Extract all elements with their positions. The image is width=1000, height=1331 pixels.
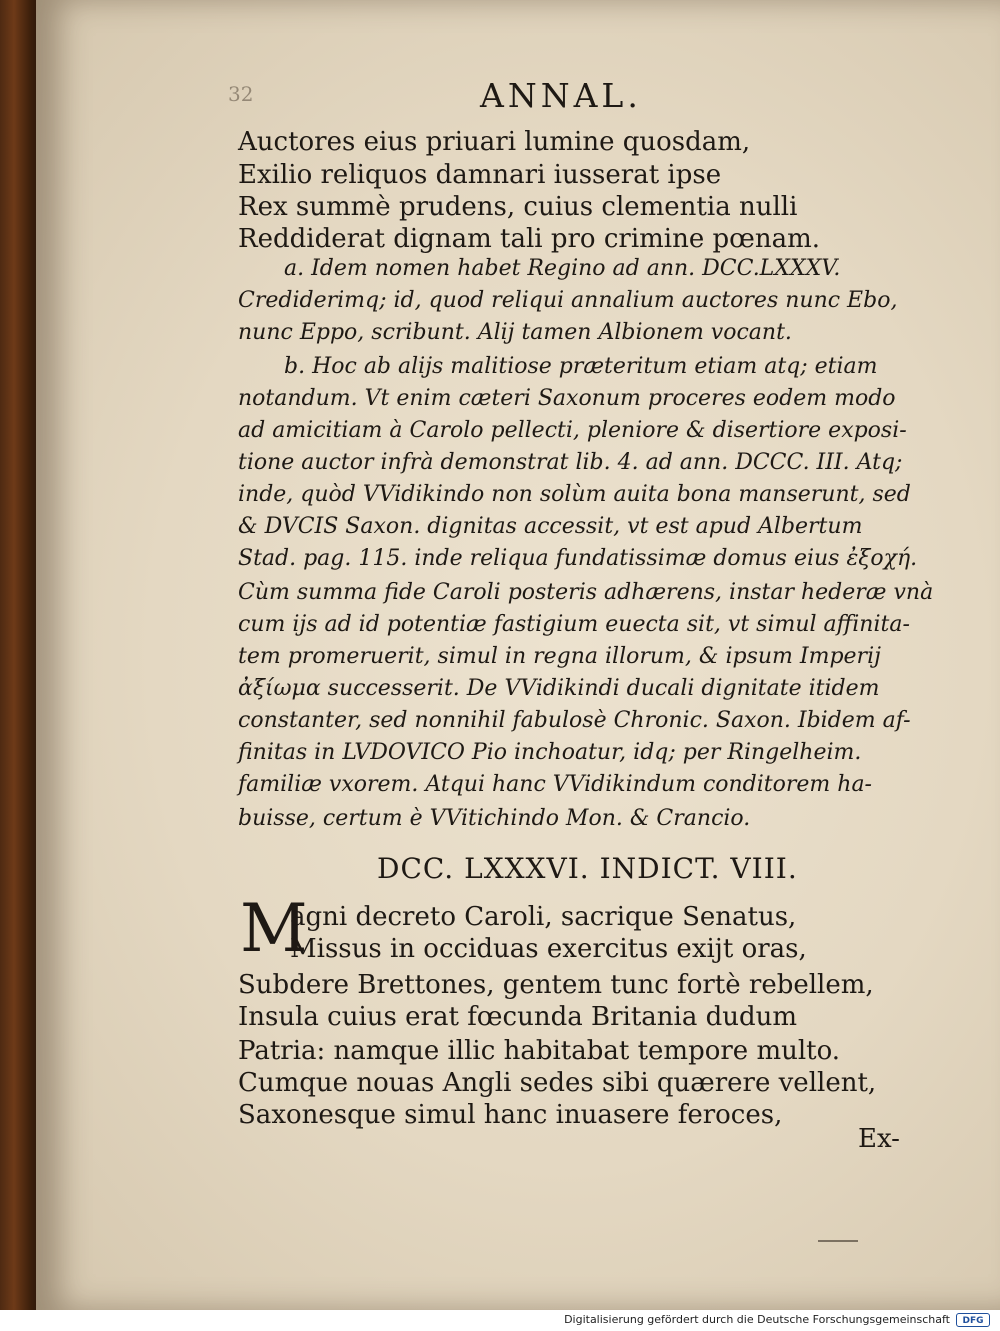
verse-line: Subdere Brettones, gentem tunc fortè rebellem, <box>238 970 874 1000</box>
digitization-credit: Digitalisierung gefördert durch die Deutsche Forschungsgemeinschaft <box>564 1313 950 1326</box>
catchword: Ex- <box>858 1124 900 1154</box>
note-line: b. Hoc ab alijs malitiose præteritum etiam atq; etiam <box>284 354 878 379</box>
verse-line: Auctores eius priuari lumine quosdam, <box>238 127 751 157</box>
verse-line: Insula cuius erat fœcunda Britania dudum <box>238 1002 798 1032</box>
verse-line: Patria: namque illic habitabat tempore multo. <box>238 1036 841 1066</box>
verse-line: Missus in occiduas exercitus exijt oras, <box>290 934 807 964</box>
note-line: a. Idem nomen habet Regino ad ann. DCC.LXXXV. <box>284 256 841 281</box>
printer-mark-rule <box>818 1240 858 1242</box>
note-line: familiæ vxorem. Atqui hanc VVidikindum conditorem ha- <box>238 772 872 797</box>
verse-line: agni decreto Caroli, sacrique Senatus, <box>290 902 797 932</box>
note-line: ἀξίωμα successerit. De VVidikindi ducali dignitate itidem <box>238 676 880 701</box>
note-line: & DVCIS Saxon. dignitas accessit, vt est apud Albertum <box>238 514 863 539</box>
note-line: inde, quòd VVidikindo non solùm auita bona manserunt, sed <box>238 482 911 507</box>
note-line: buisse, certum è VVitichindo Mon. & Crancio. <box>238 806 751 831</box>
note-line: cum ijs ad id potentiæ fastigium euecta sit, vt simul affinita- <box>238 612 910 637</box>
note-line: ad amicitiam à Carolo pellecti, pleniore & disertiore exposi- <box>238 418 907 443</box>
book-binding-edge <box>0 0 40 1310</box>
note-line: Crediderimq; id, quod reliqui annalium auctores nunc Ebo, <box>238 288 898 313</box>
verse-line: Reddiderat dignam tali pro crimine pœnam. <box>238 224 821 254</box>
page-number: 32 <box>228 82 254 106</box>
verse-line: Cumque nouas Angli sedes sibi quærere vellent, <box>238 1068 877 1098</box>
drop-cap-initial: M <box>240 890 308 967</box>
note-line: Cùm summa fide Caroli posteris adhærens, instar hederæ vnà <box>238 580 934 605</box>
note-line: notandum. Vt enim cæteri Saxonum proceres eodem modo <box>238 386 896 411</box>
note-line: finitas in LVDOVICO Pio inchoatur, idq; per Ringelheim. <box>238 740 862 765</box>
verse-line: Rex summè prudens, cuius clementia nulli <box>238 192 798 222</box>
note-line: Stad. pag. 115. inde reliqua fundatissimæ domus eius ἐξοχή. <box>238 546 918 571</box>
note-line: constanter, sed nonnihil fabulosè Chronic. Saxon. Ibidem af- <box>238 708 911 733</box>
note-line: tione auctor infrà demonstrat lib. 4. ad ann. DCCC. III. Atq; <box>238 450 903 475</box>
verse-line: Saxonesque simul hanc inuasere feroces, <box>238 1100 783 1130</box>
running-head: ANNAL. <box>480 76 642 115</box>
section-heading: DCC. LXXXVI. INDICT. VIII. <box>377 852 798 885</box>
note-line: tem promeruerit, simul in regna illorum, & ipsum Imperij <box>238 644 881 669</box>
footer-bar <box>0 1310 1000 1331</box>
verse-line: Exilio reliquos damnari iusserat ipse <box>238 160 722 190</box>
dfg-logo: DFG <box>956 1313 990 1327</box>
note-line: nunc Eppo, scribunt. Alij tamen Albionem vocant. <box>238 320 792 345</box>
